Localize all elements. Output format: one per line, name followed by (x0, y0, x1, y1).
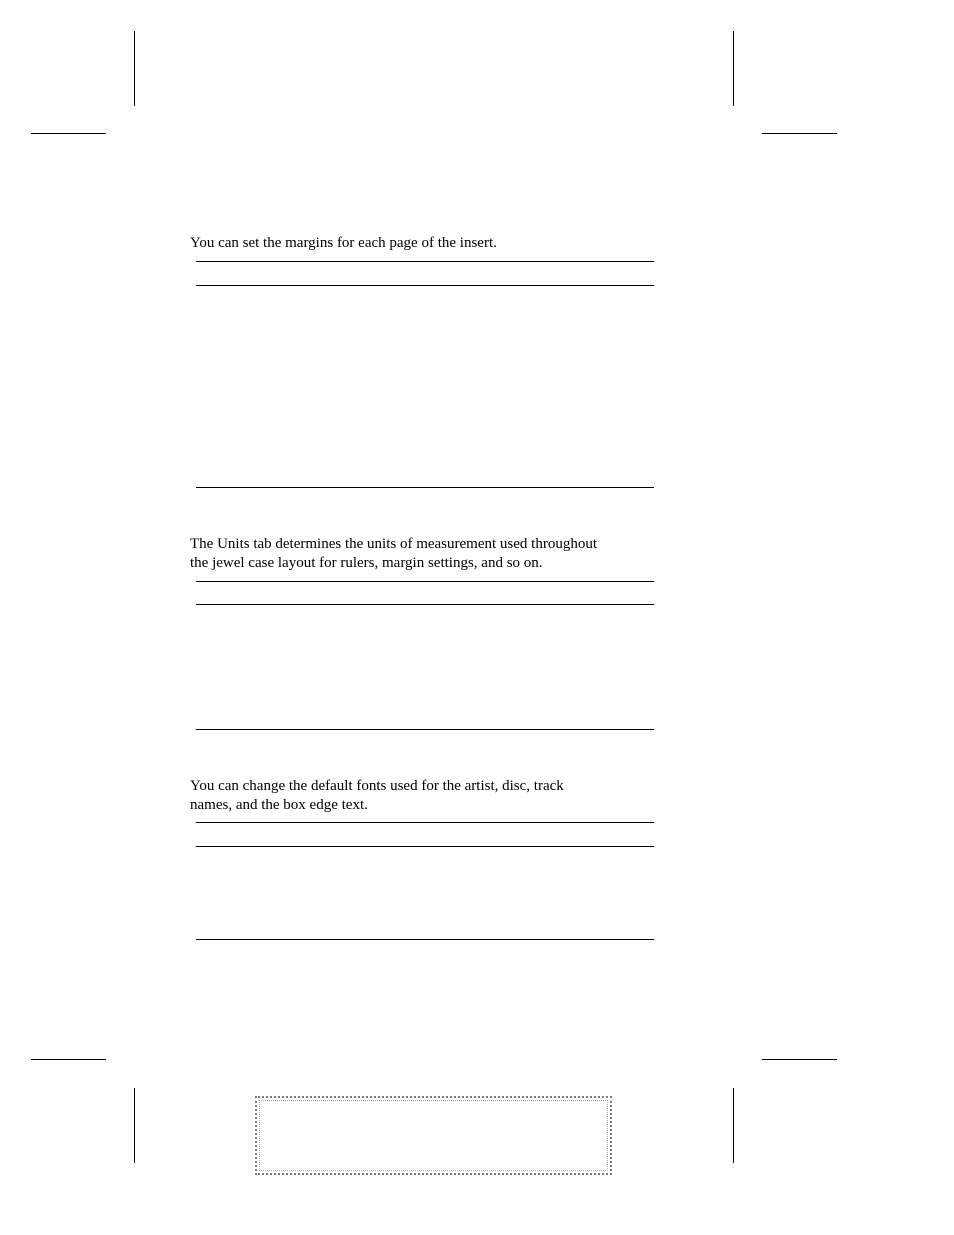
margins-rule-bottom (196, 487, 654, 488)
margins-rule-top (196, 261, 654, 262)
margins-text: You can set the margins for each page of the insert. (190, 235, 497, 251)
fonts-rule-top (196, 822, 654, 823)
fonts-text-line-1: You can change the default fonts used for the artist, disc, track (190, 778, 564, 794)
crop-mark-top-left-vertical (134, 31, 135, 106)
fonts-rule-second (196, 846, 654, 847)
fonts-rule-bottom (196, 939, 654, 940)
crop-mark-bottom-left-horizontal (31, 1059, 106, 1060)
units-rule-second (196, 604, 654, 605)
crop-mark-top-left-horizontal (31, 133, 106, 134)
units-text-line-1: The Units tab determines the units of measurement used throughout (190, 536, 597, 552)
units-rule-top (196, 581, 654, 582)
crop-mark-bottom-right-horizontal (762, 1059, 837, 1060)
crop-mark-top-right-horizontal (762, 133, 837, 134)
footer-dotted-box-inner (259, 1100, 608, 1171)
footer-dotted-box (255, 1096, 612, 1175)
margins-paragraph (190, 234, 660, 253)
units-rule-bottom (196, 729, 654, 730)
margins-rule-second (196, 285, 654, 286)
crop-mark-bottom-left-vertical (134, 1088, 135, 1163)
units-paragraph (190, 535, 660, 573)
crop-mark-top-right-vertical (733, 31, 734, 106)
crop-mark-bottom-right-vertical (733, 1088, 734, 1163)
fonts-paragraph (190, 777, 660, 815)
fonts-text-line-2: names, and the box edge text. (190, 797, 368, 813)
units-text-line-2: the jewel case layout for rulers, margin settings, and so on. (190, 555, 543, 571)
